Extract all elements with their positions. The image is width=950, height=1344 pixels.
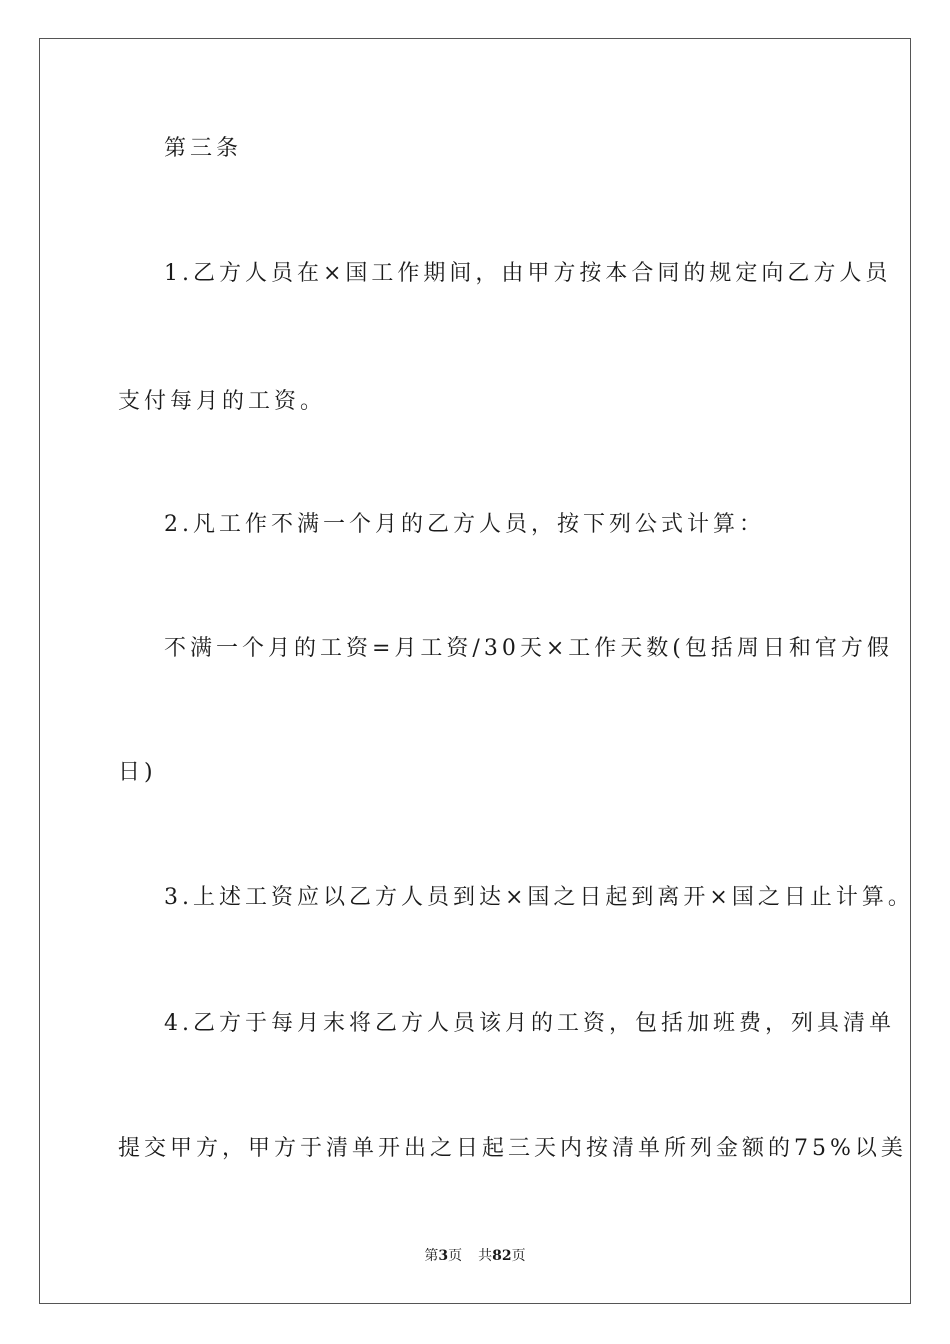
- paragraph-line: 3.上述工资应以乙方人员到达×国之日起到离开×国之日止计算。: [164, 885, 914, 910]
- page-footer: [0, 1246, 950, 1266]
- footer-page-suffix: 页: [448, 1248, 463, 1264]
- paragraph-line: 2.凡工作不满一个月的乙方人员，按下列公式计算：: [164, 512, 765, 537]
- page-border: [39, 38, 914, 1304]
- footer-total-pages: 82: [492, 1248, 512, 1264]
- paragraph-line: 不满一个月的工资=月工资/30天×工作天数(包括周日和官方假: [164, 636, 893, 661]
- footer-page-number: 3: [438, 1248, 449, 1264]
- paragraph-line: 支付每月的工资。: [118, 389, 327, 414]
- paragraph-line: 提交甲方，甲方于清单开出之日起三天内按清单所列金额的75%以美: [118, 1136, 907, 1161]
- paragraph-line: 1.乙方人员在×国工作期间，由甲方按本合同的规定向乙方人员: [164, 261, 892, 286]
- footer-total-prefix: 共: [478, 1248, 493, 1264]
- paragraph-line: 日): [118, 760, 157, 785]
- article-heading: 第三条: [164, 136, 243, 161]
- footer-page-prefix: 第: [424, 1248, 439, 1264]
- paragraph-line: 4.乙方于每月末将乙方人员该月的工资，包括加班费，列具清单: [164, 1011, 895, 1036]
- footer-total-suffix: 页: [511, 1248, 526, 1264]
